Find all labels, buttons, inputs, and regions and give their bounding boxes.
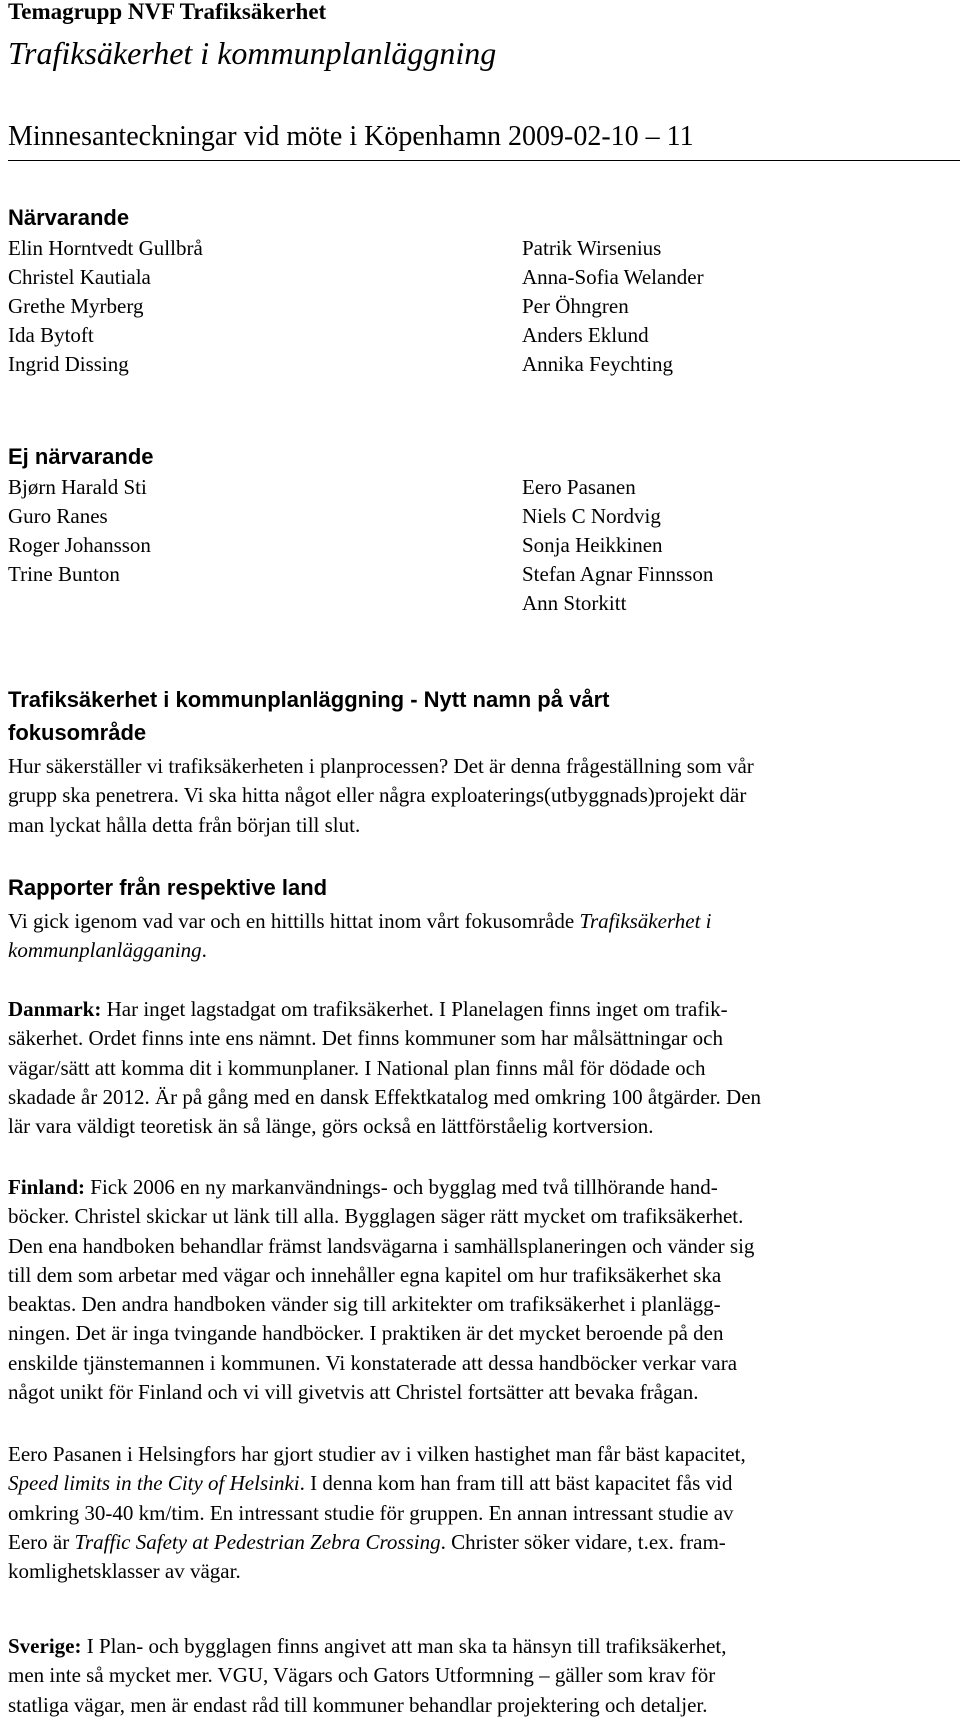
text-line: man lyckat hålla detta från början till slut. bbox=[8, 812, 361, 837]
text-line: . I denna kom han fram till att bäst kapacitet fås vid bbox=[299, 1471, 733, 1496]
absentee-name: Trine Bunton bbox=[8, 562, 120, 586]
text-line: Hur säkerställer vi trafiksäkerheten i planprocessen? Det är denna frågeställning som vår bbox=[8, 754, 754, 778]
absentee-name: Bjørn Harald Sti bbox=[8, 475, 147, 499]
text-line: men inte så mycket mer. VGU, Vägars och Gators Utformning – gäller som krav för bbox=[8, 1663, 716, 1688]
absent-label: Ej närvarande bbox=[8, 444, 154, 469]
attendee-name: Elin Horntvedt Gullbrå bbox=[8, 236, 203, 260]
country-label: Danmark: bbox=[8, 997, 102, 1021]
denmark-paragraph bbox=[8, 995, 943, 1141]
text-line: till dem som arbetar med vägar och innehåller egna kapitel om hur trafiksäkerhet ska bbox=[8, 1262, 722, 1287]
attendee-name: Annika Feychting bbox=[522, 352, 674, 376]
text-line: Fick 2006 en ny markanvändnings- och bygglag med två tillhörande hand- bbox=[85, 1175, 718, 1199]
attendee-name: Per Öhngren bbox=[522, 294, 629, 318]
text-line: Har inget lagstadgat om trafiksäkerhet. I Planelagen finns inget om trafik- bbox=[101, 997, 728, 1021]
italic-text: Traffic Safety at Pedestrian Zebra Crossing bbox=[74, 1529, 441, 1554]
attendee-name: Christel Kautiala bbox=[8, 265, 151, 289]
attendee-name: Eero Pasanen bbox=[522, 475, 636, 499]
sverige-paragraph bbox=[8, 1632, 943, 1720]
country-label: Sverige: bbox=[8, 1634, 82, 1658]
text-line: komlighetsklasser av vägar. bbox=[8, 1559, 241, 1584]
text-line: Eero Pasanen i Helsingfors har gjort studier av i vilken hastighet man får bäst kapacitet, bbox=[8, 1442, 746, 1466]
heading-line: Trafiksäkerhet i kommunplanläggning - Nytt namn på vårt bbox=[8, 687, 610, 712]
italic-text: kommunplanlägganing bbox=[8, 938, 202, 963]
attendee-name: Ida Bytoft bbox=[8, 323, 94, 347]
text-line: I Plan- och bygglagen finns angivet att man ska ta hänsyn till trafiksäkerhet, bbox=[81, 1634, 727, 1658]
document-subtitle: Trafiksäkerhet i kommunplanläggning bbox=[8, 35, 497, 71]
text-line: statliga vägar, men är endast råd till kommuner behandlar projektering och detaljer. bbox=[8, 1692, 708, 1717]
reports-intro-paragraph bbox=[8, 907, 943, 966]
text-line: något unikt för Finland och vi vill givetvis att Christel fortsätter att bevaka frågan. bbox=[8, 1380, 699, 1405]
text-line: Eero är bbox=[8, 1529, 75, 1554]
attendee-name: Grethe Myrberg bbox=[8, 294, 144, 318]
attendee-name: Sonja Heikkinen bbox=[522, 533, 663, 557]
text-line: ningen. Det är inga tvingande handböcker. I praktiken är det mycket beroende på den bbox=[8, 1321, 724, 1346]
text-line: . bbox=[201, 938, 207, 963]
section-heading-focus-area bbox=[8, 683, 948, 749]
focus-area-paragraph bbox=[8, 752, 943, 840]
organization-title: Temagrupp NVF Trafiksäkerhet bbox=[8, 0, 327, 24]
attendee-name: Stefan Agnar Finnsson bbox=[522, 562, 714, 586]
heading-line: fokusområde bbox=[8, 720, 147, 745]
present-label: Närvarande bbox=[8, 205, 130, 230]
text-line: grupp ska penetrera. Vi ska hitta något eller några exploaterings(utbyggnads)projekt där bbox=[8, 783, 747, 808]
attendee-name: Anna-Sofia Welander bbox=[522, 265, 704, 289]
country-label: Finland: bbox=[8, 1175, 86, 1199]
text-line: säkerhet. Ordet finns inte ens nämnt. Det finns kommuner som har målsättningar och bbox=[8, 1026, 723, 1051]
text-line: beaktas. Den andra handboken vänder sig till arkitekter om trafiksäkerhet i planlägg- bbox=[8, 1292, 721, 1317]
attendee-name: Ann Storkitt bbox=[522, 591, 627, 615]
text-line: enskilde tjänstemannen i kommunen. Vi konstaterade att dessa handböcker verkar vara bbox=[8, 1350, 738, 1375]
attendee-name: Anders Eklund bbox=[522, 323, 649, 347]
header-divider bbox=[8, 160, 960, 161]
text-line: Vi gick igenom vad var och en hittills hittat inom vårt fokusområde bbox=[8, 909, 580, 933]
attendee-name: Patrik Wirsenius bbox=[522, 236, 662, 260]
attendee-name: Niels C Nordvig bbox=[522, 504, 661, 528]
eero-paragraph bbox=[8, 1440, 943, 1586]
attendee-name: Ingrid Dissing bbox=[8, 352, 129, 376]
italic-text: Trafiksäkerhet i bbox=[579, 909, 712, 933]
absentee-name: Roger Johansson bbox=[8, 533, 151, 557]
section-heading-reports: Rapporter från respektive land bbox=[8, 875, 328, 900]
text-line: omkring 30-40 km/tim. En intressant studie för gruppen. En annan intressant studie av bbox=[8, 1500, 734, 1525]
text-line: böcker. Christel skickar ut länk till alla. Bygglagen säger rätt mycket om trafiksäkerhet. bbox=[8, 1204, 744, 1229]
italic-text: Speed limits in the City of Helsinki bbox=[8, 1471, 300, 1496]
text-line: . Christer söker vidare, t.ex. fram- bbox=[440, 1529, 726, 1554]
finland-paragraph bbox=[8, 1173, 943, 1407]
text-line: lär vara väldigt teoretisk än så länge, görs också en lättförståelig kortversion. bbox=[8, 1114, 654, 1139]
text-line: skadade år 2012. Är på gång med en dansk Effektkatalog med omkring 100 åtgärder. Den bbox=[8, 1084, 762, 1109]
meeting-title: Minnesanteckningar vid möte i Köpenhamn 2009-02-10 – 11 bbox=[8, 121, 694, 152]
text-line: vägar/sätt att komma dit i kommunplaner. I National plan finns mål för dödade och bbox=[8, 1055, 706, 1080]
text-line: Den ena handboken behandlar främst landsvägarna i samhällsplaneringen och vänder sig bbox=[8, 1233, 755, 1258]
absentee-name: Guro Ranes bbox=[8, 504, 108, 528]
